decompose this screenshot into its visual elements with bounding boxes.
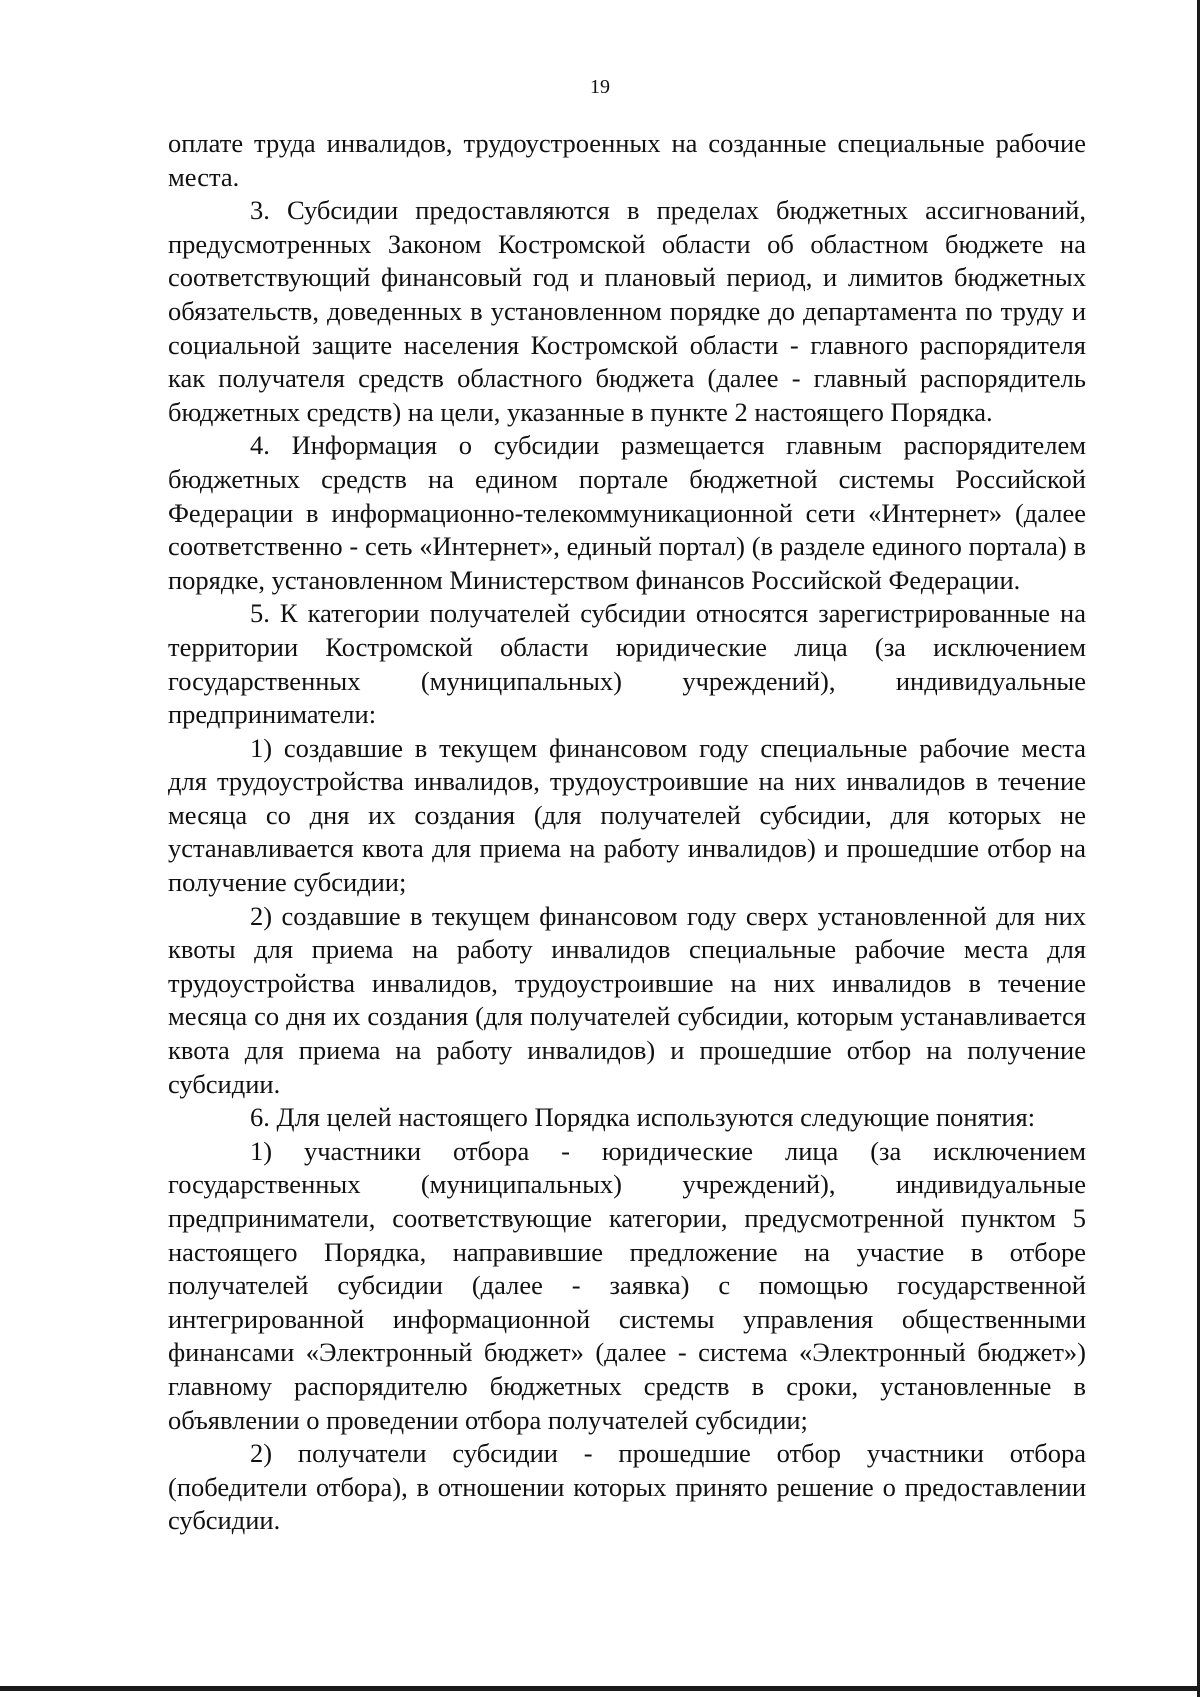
paragraph-clause-6-item-2: 2) получатели субсидии - прошедшие отбор участники отбора (победители отбора), в отношении которых принято решение о предоставлении субсидии. (168, 1438, 1086, 1536)
document-body (168, 127, 1086, 1538)
paragraph-clause-4: 4. Информация о субсидии размещается главным распорядителем бюджетных средств на едином портале бюджетной системы Российской Федерации в информационно-телекоммуникационной сети «Интернет» (далее соответственно - сеть «Интернет», единый портал) (в разделе единого портала) в порядке, установленном Министерством финансов Российской Федерации. (168, 430, 1086, 595)
paragraph-clause-5: 5. К категории получателей субсидии относятся зарегистрированные на территории Костромской области юридические лица (за исключением государственных (муниципальных) учреждений), индивидуальные предприниматели: (168, 598, 1086, 730)
paragraph-clause-3: 3. Субсидии предоставляются в пределах бюджетных ассигнований, предусмотренных Законом Костромской области об областном бюджете на соответствующий финансовый год и плановый период, и лимитов бюджетных обязательств, доведенных в установленном порядке до департамента по труду и социальной защите населения Костромской области - главного распорядителя как получателя средств областного бюджета (далее - главный распорядитель бюджетных средств) на цели, указанные в пункте 2 настоящего Порядка. (168, 195, 1086, 427)
page-number: 19 (590, 76, 610, 98)
paragraph-clause-6: 6. Для целей настоящего Порядка используются следующие понятия: (250, 1102, 1036, 1133)
scan-edge-bottom (0, 1686, 1200, 1691)
paragraph-continuation: оплате труда инвалидов, трудоустроенных на созданные специальные рабочие места. (168, 128, 1086, 192)
paragraph-clause-6-item-1: 1) участники отбора - юридические лица (за исключением государственных (муниципальных) учреждений), индивидуальные предприниматели, соответствующие категории, предусмотренной пунктом 5 настоящего Порядка, направившие предложение на участие в отборе получателей субсидии (далее - заявка) с помощью государственной интегрированной информационной системы управления общественными финансами «Электронный бюджет» (далее - система «Электронный бюджет») главному распорядителю бюджетных средств в сроки, установленные в объявлении о проведении отбора получателей субсидии; (168, 1135, 1086, 1435)
paragraph-clause-5-item-2: 2) создавшие в текущем финансовом году сверх установленной для них квоты для приема на работу инвалидов специальные рабочие места для трудоустройства инвалидов, трудоустроившие на них инвалидов в течение месяца со дня их создания (для получателей субсидии, которым устанавливается квота для приема на работу инвалидов) и прошедшие отбор на получение субсидии. (168, 900, 1086, 1099)
paragraph-clause-5-item-1: 1) создавшие в текущем финансовом году специальные рабочие места для трудоустройства инвалидов, трудоустроившие на них инвалидов в течение месяца со дня их создания (для получателей субсидии, для которых не устанавливается квота для приема на работу инвалидов) и прошедшие отбор на получение субсидии; (168, 732, 1086, 898)
